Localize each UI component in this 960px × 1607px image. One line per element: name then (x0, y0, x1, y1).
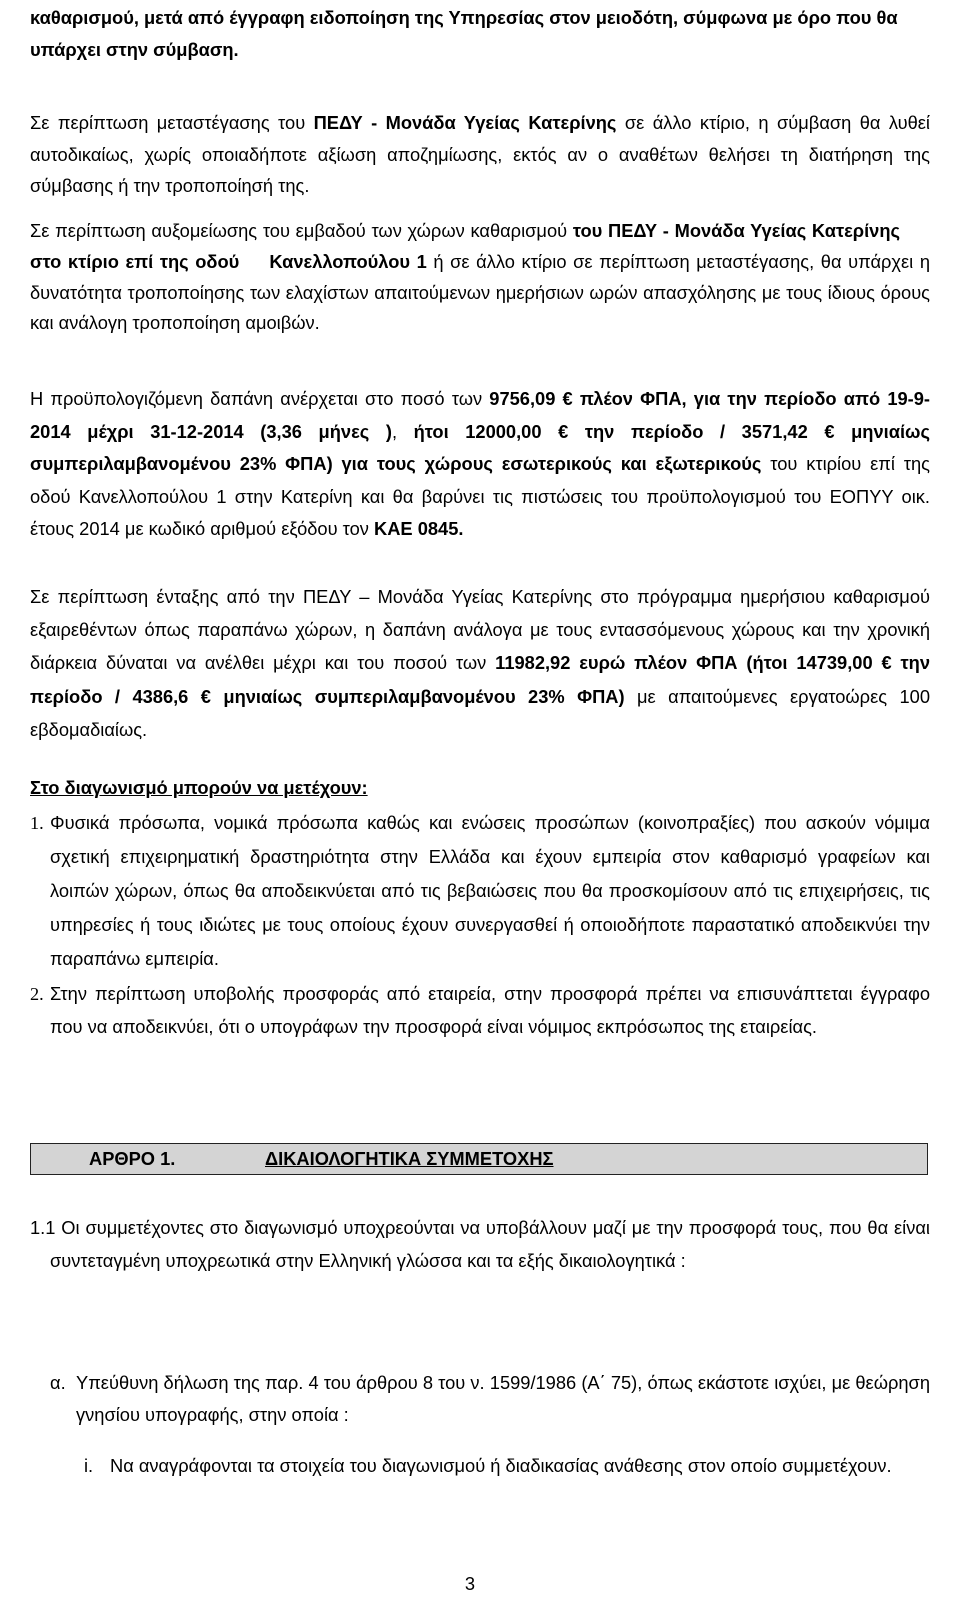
item-a (50, 1367, 930, 1431)
article-header (30, 1143, 928, 1175)
participants-heading: Στο διαγωνισμό μπορούν να μετέχουν: (30, 777, 368, 798)
budget-paragraph: Η προϋπολογιζόμενη δαπάνη ανέρχεται στο ποσό των 9756,09 € πλέον ΦΠΑ, για την περίοδο από 19-9-2014 μέχρι 31-12-2014 (3,36 μήνες ), ήτοι 12000,00 € την περίοδο / 3571,42 € μηνιαίως συμπεριλαμβανομένου 23% ΦΠΑ) για τους χώρους εσωτερικούς και εξωτερικούς του κτιρίου επί της οδού Κανελλοπούλου 1 στην Κατερίνη και θα βαρύνει τις πιστώσεις του προϋπολογισμού του ΕΟΠΥΥ οικ. έτους 2014 με κωδικό αριθμού εξόδου τον ΚΑΕ 0845. (30, 388, 930, 539)
page-number: 3 (464, 1573, 476, 1594)
list-item-text: Φυσικά πρόσωπα, νομικά πρόσωπα καθώς και ενώσεις προσώπων (κοινοπραξίες) που ασκούν νόμιμα σχετική επιχειρηματική δραστηριότητα στην Ελλάδα και έχουν εμπειρία στον καθαρισμό γραφείων και λοιπών χώρων, όπως θα αποδεικνύεται από τις βεβαιώσεις που θα προσκομίσουν από τις επιχειρήσεις, τις υπηρεσίες ή τους ιδιώτες με τους οποίους έχουν συνεργασθεί ή οποιοδήποτε παραστατικό αποδεικνύει την παραπάνω εμπειρία. (50, 812, 930, 969)
clause-1-1: 1.1 Οι συμμετέχοντες στο διαγωνισμό υποχρεούνται να υποβάλλουν μαζί με την προσφορά τους, που θα είναι συντεταγμένη υποχρεωτικά στην Ελληνική γλώσσα και τα εξής δικαιολογητικά : (30, 1217, 930, 1271)
list-item (30, 806, 930, 976)
item-i-marker: i. (84, 1455, 94, 1476)
relocation-paragraph: Σε περίπτωση μεταστέγασης του ΠΕΔΥ - Μονάδα Υγείας Κατερίνης σε άλλο κτίριο, η σύμβαση θα λυθεί αυτοδικαίως, χωρίς οποιαδήποτε αξίωση αποζημίωσης, εκτός αν ο αναθέτων θελήσει τη διατήρηση της σύμβασης ή την τροποποίησή της. (30, 112, 930, 196)
item-a-text: Υπεύθυνη δήλωση της παρ. 4 του άρθρου 8 του ν. 1599/1986 (Α΄ 75), όπως εκάστοτε ισχύει, με θεώρηση γνησίου υπογραφής, στην οποία : (76, 1372, 930, 1425)
item-i-text: Να αναγράφονται τα στοιχεία του διαγωνισμού ή διαδικασίας ανάθεσης στον οποίο συμμετέχουν. (110, 1455, 892, 1476)
list-item-text: Στην περίπτωση υποβολής προσφοράς από εταιρεία, στην προσφορά πρέπει να επισυνάπτεται έγγραφο που να αποδεικνύει, ότι ο υπογράφων την προσφορά είναι νόμιμος εκπρόσωπος της εταιρείας. (50, 983, 930, 1037)
article-number: ΑΡΘΡΟ 1. (89, 1148, 176, 1169)
area-paragraph: Σε περίπτωση αυξομείωσης του εμβαδού των χώρων καθαρισμού του ΠΕΔΥ - Μονάδα Υγείας Κατερίνηςστο κτίριο επί της οδού Κανελλοπούλου 1 ή σε άλλο κτίριο σε περίπτωση μεταστέγασης, θα υπάρχει η δυνατότητα τροποποίησης των ελαχίστων απαιτούμενων ημερήσιων ωρών απασχόλησης με τους ίδιους όρους και ανάλογη τροποποίηση αμοιβών. (30, 220, 930, 334)
item-i (84, 1450, 930, 1482)
article-title: ΔΙΚΑΙΟΛΟΓΗΤΙΚΑ ΣΥΜΜΕΤΟΧΗΣ (265, 1148, 554, 1169)
list-number: 1. (30, 813, 44, 833)
list-number: 2. (30, 984, 44, 1004)
item-a-marker: α. (50, 1372, 66, 1393)
inclusion-paragraph: Σε περίπτωση ένταξης από την ΠΕΔΥ – Μονάδα Υγείας Κατερίνης στο πρόγραμμα ημερήσιου καθαρισμού εξαιρεθέντων όπως παραπάνω χώρων, η δαπάνη ανάλογα με τους εντασσόμενους χώρους και την χρονική διάρκεια δύναται να ανέλθει μέχρι και του ποσού των 11982,92 ευρώ πλέον ΦΠΑ (ήτοι 14739,00 € την περίοδο / 4386,6 € μηνιαίως συμπεριλαμβανομένου 23% ΦΠΑ) με απαιτούμενες εργατοώρες 100 εβδομαδιαίως. (30, 586, 930, 740)
intro-paragraph: καθαρισμού, μετά από έγγραφη ειδοποίηση της Υπηρεσίας στον μειοδότη, σύμφωνα με όρο που θα υπάρχει στην σύμβαση. (30, 7, 898, 60)
list-item (30, 978, 930, 1043)
